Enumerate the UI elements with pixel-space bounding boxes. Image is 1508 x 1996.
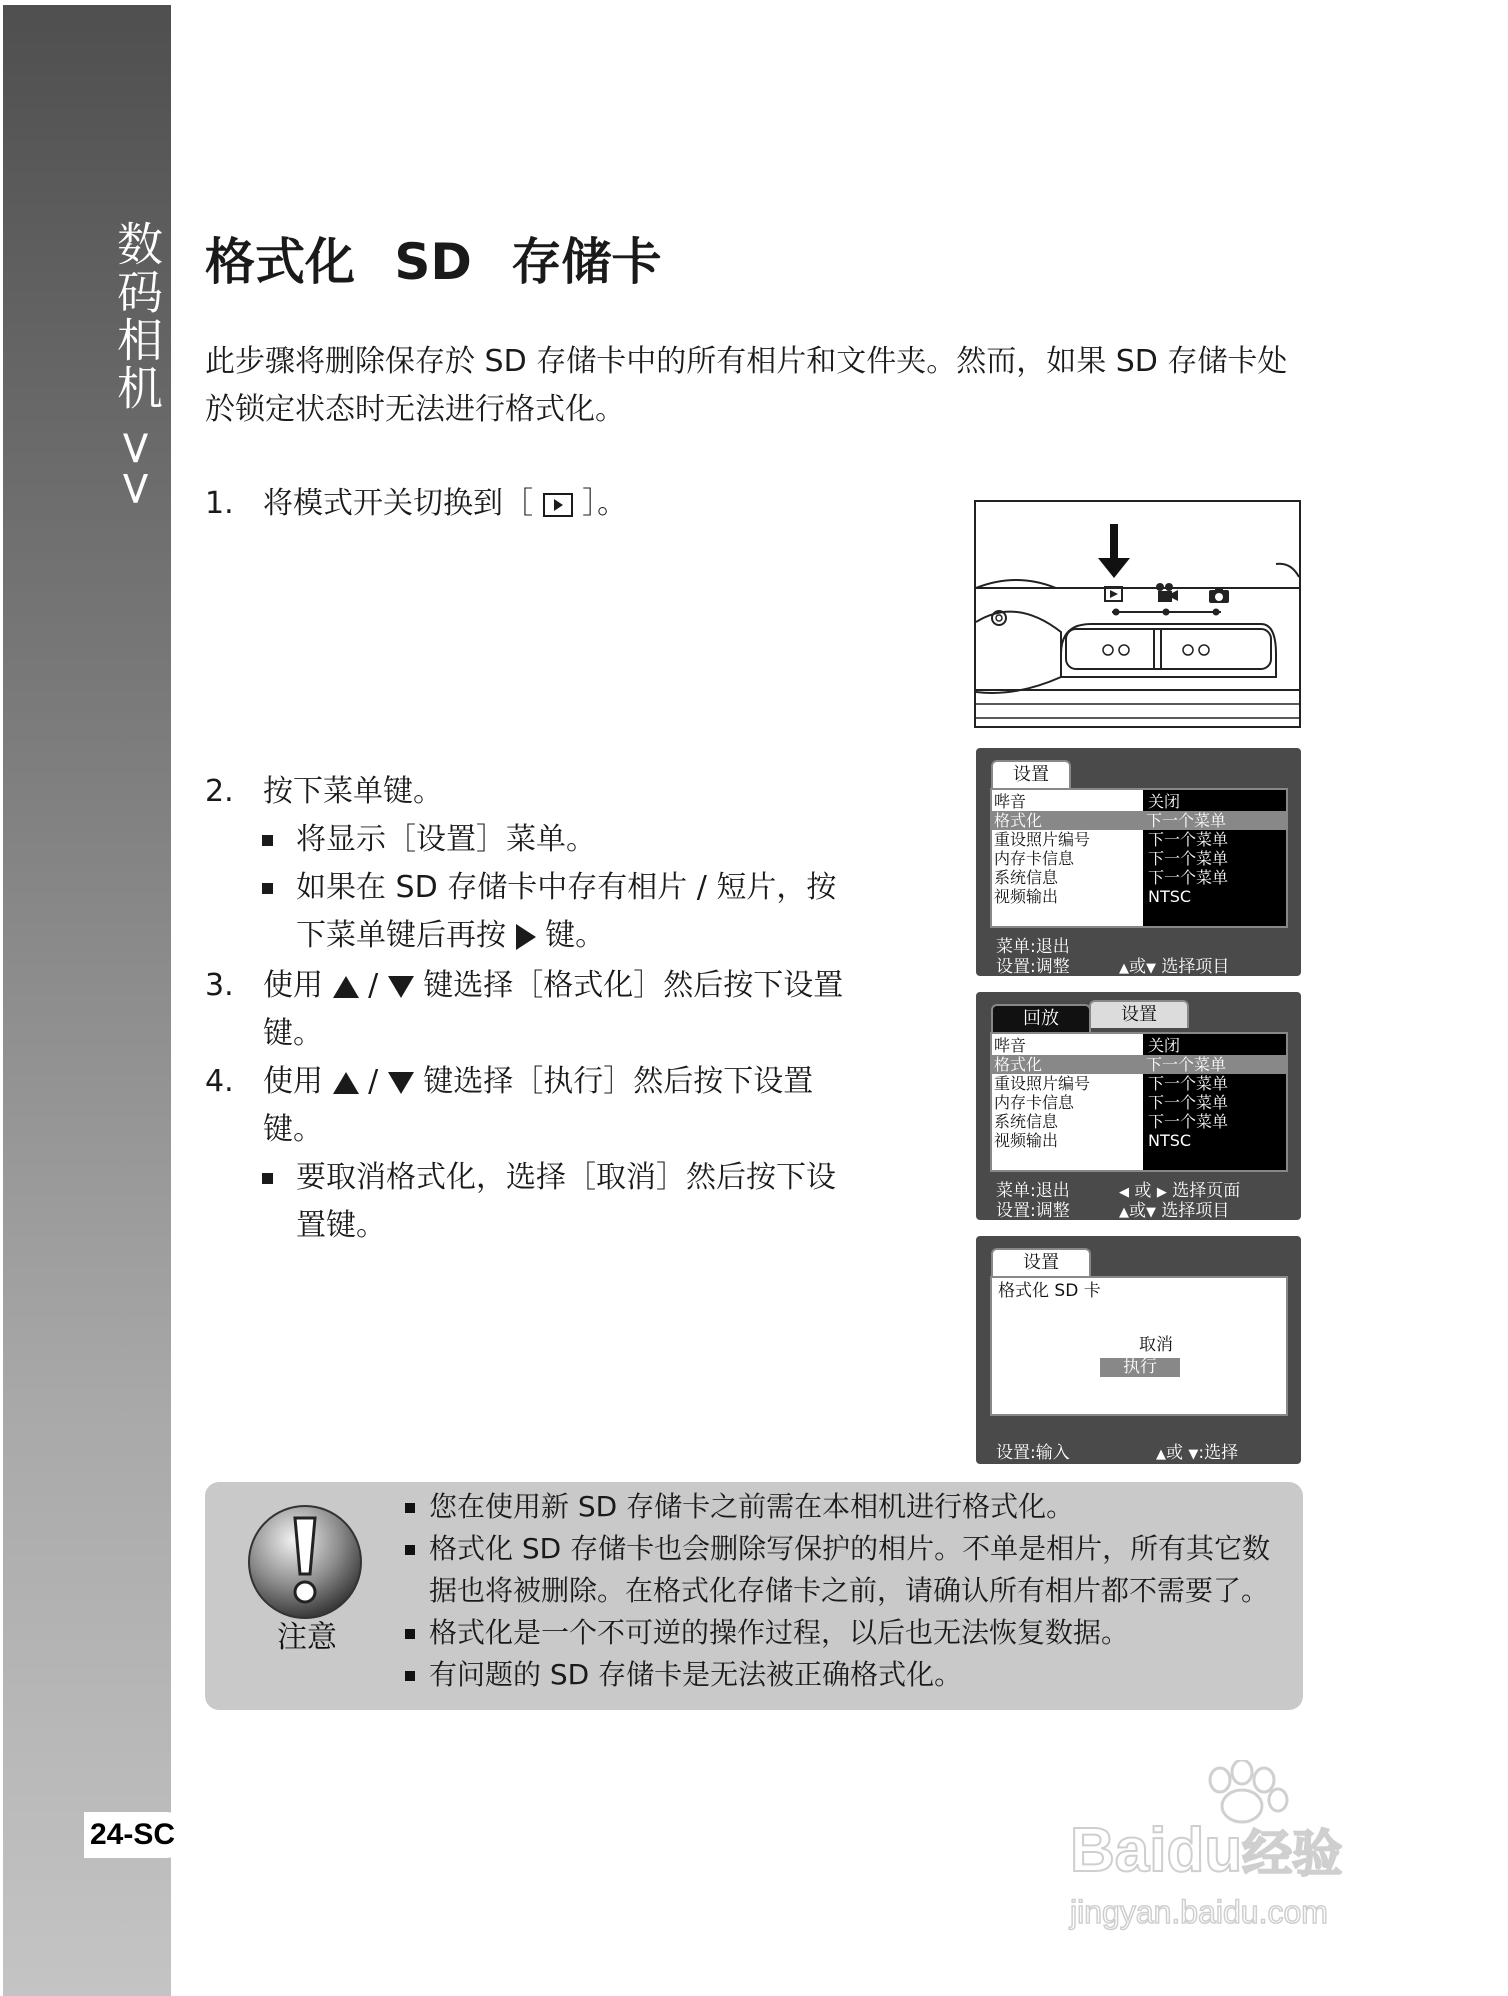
- note-item: 格式化是一个不可逆的操作过程，以后也无法恢复数据。: [405, 1612, 1285, 1654]
- step-number: 4.: [205, 1064, 234, 1099]
- down-arrow-icon: [388, 976, 414, 998]
- menu-item: 重设照片编号: [994, 830, 1091, 849]
- note-list: [405, 1486, 1285, 1696]
- footer-hint: 设置:调整: [996, 957, 1070, 977]
- lcd-screen-setup-tabs: [976, 992, 1301, 1220]
- step-number: 1.: [205, 486, 234, 521]
- note-item: 您在使用新 SD 存储卡之前需在本相机进行格式化。: [405, 1486, 1285, 1528]
- footer-hint: 菜单:退出: [996, 937, 1070, 957]
- camera-top-drawing: [976, 502, 1299, 726]
- footer-hint: 菜单:退出: [996, 1181, 1070, 1201]
- step-number: 2.: [205, 774, 234, 809]
- bullet-item: 如果在 SD 存储卡中存有相片 / 短片，按下菜单键后再按 键。: [262, 864, 862, 960]
- menu-item: 哔音: [994, 792, 1027, 811]
- bullet-item: 将显示［设置］菜单。: [262, 816, 862, 864]
- step-2: [205, 768, 865, 816]
- bullet-marker: [262, 883, 273, 894]
- tab-setup: 设置: [991, 760, 1071, 788]
- step-3: 3. 使用 / 键选择［格式化］然后按下设置键。: [205, 962, 865, 1058]
- menu-value: 关闭: [1148, 792, 1181, 811]
- step-4: 4. 使用 / 键选择［执行］然后按下设置键。: [205, 1058, 865, 1154]
- menu-value: NTSC: [1148, 1131, 1192, 1150]
- step-number: 3.: [205, 968, 234, 1003]
- step-1: [205, 480, 905, 528]
- menu-item-selected: 格式化 下一个菜单: [992, 811, 1288, 830]
- footer-hint: ▲或▼ 选择项目: [1119, 957, 1230, 977]
- footer-hint: ▲或▼ 选择项目: [1119, 1201, 1230, 1221]
- tab-setup: 设置: [1089, 1000, 1189, 1028]
- menu-value: 下一个菜单: [1148, 830, 1229, 849]
- footer-hint: ▲或 ▼:选择: [1156, 1443, 1239, 1463]
- menu-item: 内存卡信息: [994, 1093, 1075, 1112]
- down-arrow-icon: [388, 1072, 414, 1094]
- tab-playback: 回放: [991, 1004, 1091, 1032]
- step-text: ］。: [582, 486, 628, 521]
- option-cancel: 取消: [1139, 1335, 1173, 1355]
- menu-value: 下一个菜单: [1148, 868, 1229, 887]
- up-arrow-icon: [333, 1072, 359, 1094]
- footer-hint: 设置:输入: [996, 1443, 1070, 1463]
- menu-item: 内存卡信息: [994, 849, 1075, 868]
- step-text: 将模式开关切换到［: [263, 486, 533, 521]
- lcd-screen-setup: [976, 748, 1301, 976]
- baidu-watermark: [1070, 1760, 1430, 1940]
- tab-setup: 设置: [991, 1248, 1091, 1276]
- note-label: 注意: [277, 1620, 337, 1655]
- menu-item: 视频输出: [994, 887, 1059, 906]
- intro-paragraph: 此步骤将删除保存於 SD 存储卡中的所有相片和文件夹。然而，如果 SD 存储卡处於锁定状态时无法进行格式化。: [205, 344, 1288, 427]
- menu-item: 系统信息: [994, 868, 1059, 887]
- warning-icon: [247, 1504, 363, 1620]
- section-label: 数码相机 >>: [110, 220, 164, 510]
- menu-item: 重设照片编号: [994, 1074, 1091, 1093]
- menu-value: 下一个菜单: [1148, 1074, 1229, 1093]
- page-title: 格式化 SD 存储卡: [205, 233, 662, 291]
- right-arrow-icon: [516, 924, 536, 950]
- note-item: 格式化 SD 存储卡也会删除写保护的相片。不单是相片，所有其它数据也将被删除。在格式化存储卡之前，请确认所有相片都不需要了。: [405, 1528, 1285, 1612]
- playback-icon: [543, 493, 573, 517]
- step-text: 按下菜单键。: [263, 774, 443, 809]
- menu-item: 视频输出: [994, 1131, 1059, 1150]
- menu-value: 下一个菜单: [1148, 1093, 1229, 1112]
- menu-value: NTSC: [1148, 887, 1192, 906]
- menu-item: 系统信息: [994, 1112, 1059, 1131]
- note-box: [205, 1482, 1303, 1710]
- lcd-screen-format-confirm: [976, 1236, 1301, 1464]
- menu-item-selected: 格式化 下一个菜单: [992, 1055, 1288, 1074]
- bullet-marker: [262, 1173, 273, 1184]
- up-arrow-icon: [333, 976, 359, 998]
- note-item: 有问题的 SD 存储卡是无法被正确格式化。: [405, 1654, 1285, 1696]
- bullet-item: 要取消格式化，选择［取消］然后按下设置键。: [262, 1154, 862, 1250]
- dialog-heading: 格式化 SD 卡: [998, 1281, 1101, 1301]
- page-number: 24-SC: [84, 1812, 188, 1858]
- menu-value: 下一个菜单: [1148, 1112, 1229, 1131]
- footer-hint: ◀ 或 ▶ 选择页面: [1119, 1181, 1241, 1201]
- footer-hint: 设置:调整: [996, 1201, 1070, 1221]
- mode-switch-illustration: [974, 500, 1301, 728]
- menu-value: 关闭: [1148, 1036, 1181, 1055]
- option-execute: 执行: [1100, 1358, 1180, 1377]
- bullet-marker: [262, 835, 273, 846]
- menu-item: 哔音: [994, 1036, 1027, 1055]
- watermark-brand: Baidu经验: [1070, 1816, 1343, 1885]
- watermark-url: jingyan.baidu.com: [1070, 1894, 1328, 1930]
- menu-value: 下一个菜单: [1148, 849, 1229, 868]
